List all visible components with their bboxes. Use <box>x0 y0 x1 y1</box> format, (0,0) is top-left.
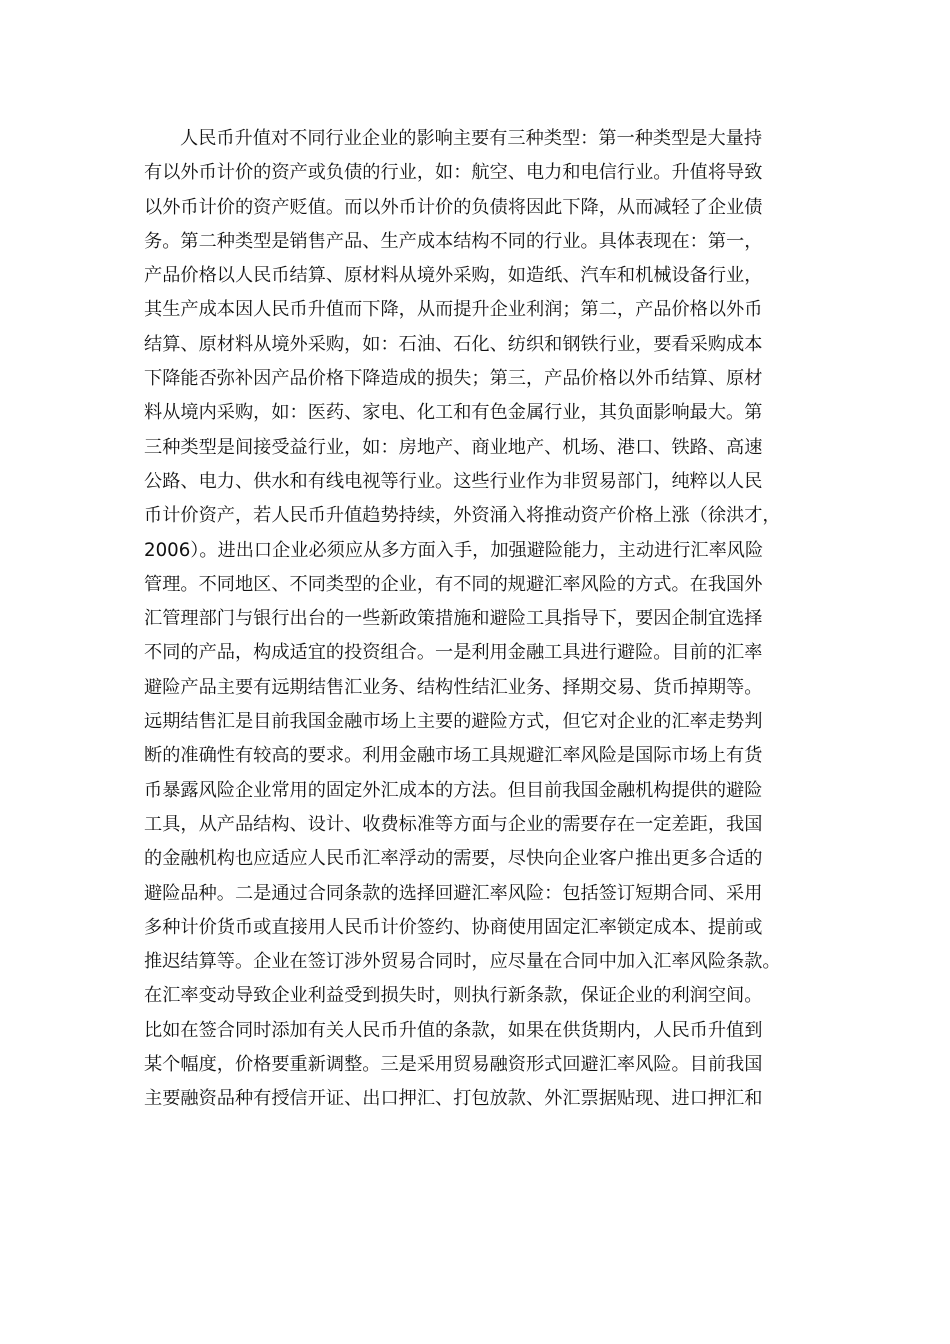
text-line: 的金融机构也应适应人民币汇率浮动的需要，尽快向企业客户推出更多合适的 <box>144 848 763 870</box>
text-line: 务。第二种类型是销售产品、生产成本结构不同的行业。具体表现在：第一， <box>144 230 763 252</box>
text-line: 远期结售汇是目前我国金融市场上主要的避险方式，但它对企业的汇率走势判 <box>144 711 763 733</box>
text-line: 产品价格以人民币结算、原材料从境外采购，如造纸、汽车和机械设备行业， <box>144 265 763 287</box>
text-line: 不同的产品，构成适宜的投资组合。一是利用金融工具进行避险。目前的汇率 <box>144 642 763 664</box>
text-line: 断的准确性有较高的要求。利用金融市场工具规避汇率风险是国际市场上有货 <box>144 745 763 767</box>
text-line: 币暴露风险企业常用的固定外汇成本的方法。但目前我国金融机构提供的避险 <box>144 779 763 801</box>
text-line: 2006）。进出口企业必须应从多方面入手，加强避险能力，主动进行汇率风险 <box>144 539 764 561</box>
text-line: 多种计价货币或直接用人民币计价签约、协商使用固定汇率锁定成本、提前或 <box>144 916 763 938</box>
text-line: 有以外币计价的资产或负债的行业，如：航空、电力和电信行业。升值将导致 <box>144 162 763 184</box>
text-line: 下降能否弥补因产品价格下降造成的损失；第三，产品价格以外币结算、原材 <box>144 368 763 390</box>
text-line: 人民币升值对不同行业企业的影响主要有三种类型：第一种类型是大量持 <box>180 128 763 149</box>
text-line: 公路、电力、供水和有线电视等行业。这些行业作为非贸易部门，纯粹以人民 <box>144 470 763 492</box>
text-line: 币计价资产，若人民币升值趋势持续，外资涌入将推动资产价格上涨（徐洪才， <box>144 505 781 527</box>
text-line: 工具，从产品结构、设计、收费标准等方面与企业的需要存在一定差距，我国 <box>144 813 763 835</box>
text-line: 管理。不同地区、不同类型的企业，有不同的规避汇率风险的方式。在我国外 <box>144 573 763 595</box>
text-line: 避险产品主要有远期结售汇业务、结构性结汇业务、择期交易、货币掉期等。 <box>144 676 763 698</box>
text-line: 推迟结算等。企业在签订涉外贸易合同时，应尽量在合同中加入汇率风险条款。 <box>144 951 781 973</box>
text-line: 某个幅度，价格要重新调整。三是采用贸易融资形式回避汇率风险。目前我国 <box>144 1054 763 1076</box>
text-line: 在汇率变动导致企业利益受到损失时，则执行新条款，保证企业的利润空间。 <box>144 985 763 1007</box>
text-line: 三种类型是间接受益行业，如：房地产、商业地产、机场、港口、铁路、高速 <box>144 436 763 458</box>
text-line: 主要融资品种有授信开证、出口押汇、打包放款、外汇票据贴现、进口押汇和 <box>144 1088 763 1110</box>
body-paragraph <box>144 122 814 1117</box>
text-line: 汇管理部门与银行出台的一些新政策措施和避险工具指导下，要因企制宜选择 <box>144 608 763 630</box>
text-line: 比如在签合同时添加有关人民币升值的条款，如果在供货期内，人民币升值到 <box>144 1019 763 1041</box>
text-line: 料从境内采购，如：医药、家电、化工和有色金属行业，其负面影响最大。第 <box>144 402 763 424</box>
text-line: 其生产成本因人民币升值而下降，从而提升企业利润；第二，产品价格以外币 <box>144 299 763 321</box>
text-line: 避险品种。二是通过合同条款的选择回避汇率风险：包括签订短期合同、采用 <box>144 882 763 904</box>
text-line: 以外币计价的资产贬值。而以外币计价的负债将因此下降，从而减轻了企业债 <box>144 196 763 218</box>
text-line: 结算、原材料从境外采购，如：石油、石化、纺织和钢铁行业，要看采购成本 <box>144 333 763 355</box>
